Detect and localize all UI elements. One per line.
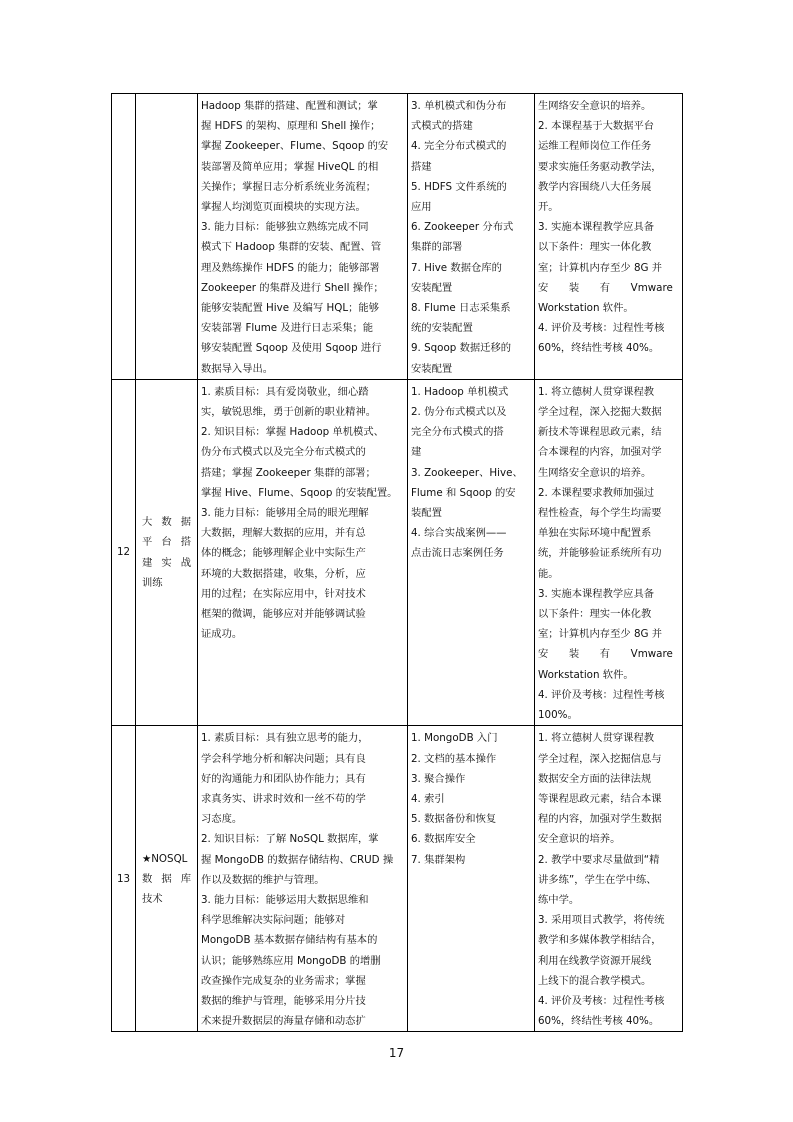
table-row (112, 94, 683, 380)
text-line: 搭建；掌握 Zookeeper 集群的部署； (201, 466, 376, 479)
requirements-cell (535, 726, 683, 1032)
text-line: 以下条件：理实一体化教 (538, 608, 652, 621)
text-line: 9. Sqoop 数据迁移的 (411, 342, 512, 355)
course-name-line: 训练 (142, 576, 163, 589)
text-line: MongoDB 基本数据存储结构有基本的 (201, 934, 378, 947)
course-name-line: 建 实 战 (142, 556, 191, 569)
course-name-cell (136, 726, 198, 1032)
text-line: 3. 能力目标：能够运用大数据思维和 (201, 893, 369, 906)
text-line: 开。 (538, 201, 559, 214)
text-line: 应用 (411, 201, 432, 214)
text-line: 室；计算机内存至少 8G 并 (538, 628, 663, 641)
text-line: 建 (411, 446, 422, 459)
text-line: 2. 本课程要求教师加强过 (538, 486, 655, 499)
text-line: 上线下的混合教学模式。 (538, 974, 652, 987)
text-line: 式模式的搭建 (411, 120, 473, 133)
text-line: 室；计算机内存至少 8G 并 (538, 261, 663, 274)
course-name-line: ★NOSQL (142, 852, 188, 865)
text-line: 4. 索引 (411, 792, 445, 805)
text-line: Workstation 软件。 (538, 302, 634, 315)
table-row (112, 726, 683, 1032)
course-name-line: 技术 (142, 892, 163, 905)
text-line: 2. 本课程基于大数据平台 (538, 120, 655, 133)
text-line: 数据安全方面的法律法规 (538, 772, 652, 785)
text-line: 程性检查，每个学生均需要 (538, 507, 662, 520)
text-line: 7. Hive 数据仓库的 (411, 261, 502, 274)
text-line: 新技术等课程思政元素，结 (538, 426, 662, 439)
text-line: 大数据，理解大数据的应用，并有总 (201, 527, 366, 540)
text-line: 5. 数据备份和恢复 (411, 813, 497, 826)
text-line: 2. 知识目标：掌握 Hadoop 单机模式、 (201, 426, 384, 439)
text-line: 体的概念；能够理解企业中实际生产 (201, 547, 366, 560)
text-line: Hadoop 集群的搭建、配置和测试；掌 (201, 100, 378, 112)
text-line: 程的内容，加强对学生数据 (538, 813, 662, 826)
text-line: Flume 和 Sqoop 的安 (411, 486, 516, 499)
text-line: 6. Zookeeper 分布式 (411, 221, 514, 234)
text-line: 要求实施任务驱动教学法， (538, 160, 662, 173)
text-line: 3. 能力目标：能够独立熟练完成不同 (201, 221, 369, 234)
text-line: 练中学。 (538, 893, 580, 906)
course-table (111, 93, 683, 1032)
row-number-cell (112, 94, 136, 380)
course-name-line: 平 台 搭 (142, 536, 191, 549)
text-line: 模式下 Hadoop 集群的安装、配置、管 (201, 241, 382, 254)
text-line: 1. Hadoop 单机模式 (411, 385, 509, 398)
text-line: 利用在线教学资源开展线 (538, 954, 652, 967)
table-row (112, 379, 683, 725)
goals-cell (198, 726, 408, 1032)
text-line: 100%。 (538, 709, 578, 722)
goals-cell (198, 94, 408, 380)
text-line: 3. 聚合操作 (411, 772, 466, 785)
text-line: 4. 综合实战案例—— (411, 527, 507, 540)
text-line: 合本课程的内容，加强对学 (538, 446, 662, 459)
text-line: 术来提升数据层的海量存储和动态扩 (201, 1015, 366, 1028)
text-line: 安 装 有 Vmware (538, 281, 673, 294)
text-line: 4. 评价及考核：过程性考核 (538, 322, 665, 335)
text-line: 1. 将立德树人贯穿课程教 (538, 385, 655, 398)
text-line: 学全过程，深入挖掘大数据 (538, 406, 662, 419)
requirements-cell (535, 379, 683, 725)
text-line: 3. 单机模式和伪分布 (411, 100, 507, 112)
text-line: 数据导入导出。 (201, 362, 274, 375)
text-line: 2. 教学中要求尽量做到“精 (538, 853, 660, 866)
text-line: 2. 知识目标：了解 NoSQL 数据库，掌 (201, 833, 379, 846)
text-line: 理及熟练操作 HDFS 的能力；能够部署 (201, 261, 380, 274)
text-line: 装部署及简单应用；掌握 HiveQL 的相 (201, 160, 379, 173)
text-line: 教学和多媒体教学相结合， (538, 934, 662, 947)
text-line: 8. Flume 日志采集系 (411, 302, 511, 315)
text-line: 搭建 (411, 160, 432, 173)
goals-cell (198, 379, 408, 725)
text-line: 1. 素质目标：具有爱岗敬业，细心踏 (201, 385, 369, 398)
text-line: 完全分布式模式的搭 (411, 426, 504, 439)
text-line: 安装配置 (411, 281, 453, 294)
text-line: 改查操作完成复杂的业务需求；掌握 (201, 974, 366, 987)
text-line: 2. 伪分布式模式以及 (411, 406, 507, 419)
text-line: 1. 将立德树人贯穿课程教 (538, 732, 655, 745)
text-line: 6. 数据库安全 (411, 833, 476, 846)
course-name-cell (136, 379, 198, 725)
text-line: 3. 实施本课程教学应具备 (538, 221, 655, 234)
text-line: 60%，终结性考核 40%。 (538, 342, 660, 355)
text-line: 安装配置 (411, 362, 453, 375)
text-line: 4. 完全分布式模式的 (411, 140, 507, 153)
text-line: 掌握 Zookeeper、Flume、Sqoop 的安 (201, 140, 389, 153)
text-line: 能够安装配置 Hive 及编写 HQL；能够 (201, 302, 379, 315)
text-line: 科学思维解决实际问题；能够对 (201, 914, 346, 927)
text-line: 好的沟通能力和团队协作能力；具有 (201, 772, 366, 785)
text-line: 实，敏锐思维，勇于创新的职业精神。 (201, 406, 377, 419)
text-line: 安全意识的培养。 (538, 833, 621, 846)
text-line: 关操作；掌握日志分析系统业务流程； (201, 180, 377, 193)
text-line: 3. 实施本课程教学应具备 (538, 587, 655, 600)
text-line: 点击流日志案例任务 (411, 547, 504, 560)
text-line: 能。 (538, 567, 559, 580)
text-line: 以下条件：理实一体化教 (538, 241, 652, 254)
text-line: 习态度。 (201, 813, 243, 826)
text-line: 环境的大数据搭建，收集，分析，应 (201, 567, 366, 580)
text-line: 生网络安全意识的培养。 (538, 466, 652, 479)
text-line: 装配置 (411, 507, 442, 520)
text-line: 握 HDFS 的架构、原理和 Shell 操作； (201, 120, 381, 133)
text-line: 握 MongoDB 的数据存储结构、CRUD 操 (201, 853, 394, 866)
text-line: Zookeeper 的集群及进行 Shell 操作； (201, 281, 384, 294)
text-line: 1. MongoDB 入门 (411, 732, 498, 745)
text-line: 5. HDFS 文件系统的 (411, 180, 507, 193)
text-line: 3. 采用项目式教学，将传统 (538, 914, 665, 927)
page-number: 17 (388, 1046, 405, 1060)
text-line: 掌握 Hive、Flume、Sqoop 的安装配置。 (201, 486, 398, 499)
course-name-line: 大 数 据 (142, 516, 191, 529)
text-line: 统，并能够验证系统所有功 (538, 547, 662, 560)
text-line: 生网络安全意识的培养。 (538, 100, 652, 112)
text-line: 框架的微调，能够应对并能够调试验 (201, 608, 366, 621)
text-line: 学会科学地分析和解决问题；具有良 (201, 752, 366, 765)
text-line: 集群的部署 (411, 241, 463, 254)
text-line: 2. 文档的基本操作 (411, 752, 497, 765)
requirements-cell (535, 94, 683, 380)
text-line: 伪分布式模式以及完全分布式模式的 (201, 446, 366, 459)
course-name-line: 数 据 库 (142, 872, 191, 885)
course-name-cell (136, 94, 198, 380)
text-line: 统的安装配置 (411, 322, 473, 335)
text-line: 数据的维护与管理，能够采用分片技 (201, 994, 366, 1007)
text-line: 7. 集群架构 (411, 853, 466, 866)
text-line: 4. 评价及考核：过程性考核 (538, 994, 665, 1007)
text-line: 认识；能够熟练应用 MongoDB 的增删 (201, 954, 381, 967)
text-line: 讲多练”，学生在学中练、 (538, 873, 657, 886)
text-line: 掌握人均浏览页面模块的实现方法。 (201, 201, 366, 214)
text-line: 4. 评价及考核：过程性考核 (538, 688, 665, 701)
text-line: 3. Zookeeper、Hive、 (411, 466, 523, 479)
text-line: 教学内容围绕八大任务展 (538, 180, 652, 193)
text-line: 等课程思政元素，结合本课 (538, 792, 662, 805)
text-line: 运维工程师岗位工作任务 (538, 140, 652, 153)
text-line: 安 装 有 Vmware (538, 648, 673, 661)
text-line: 学全过程，深入挖掘信息与 (538, 752, 662, 765)
text-line: 单独在实际环境中配置系 (538, 527, 652, 540)
text-line: 够安装配置 Sqoop 及使用 Sqoop 进行 (201, 342, 382, 355)
content-cell (408, 379, 535, 725)
text-line: 3. 能力目标：能够用全局的眼光理解 (201, 507, 369, 520)
row-number-cell: 13 (112, 726, 136, 1032)
text-line: 1. 素质目标：具有独立思考的能力， (201, 732, 369, 745)
content-cell (408, 94, 535, 380)
text-line: Workstation 软件。 (538, 668, 634, 681)
text-line: 安装部署 Flume 及进行日志采集；能 (201, 322, 374, 335)
text-line: 求真务实、讲求时效和一丝不苟的学 (201, 792, 366, 805)
text-line: 用的过程；在实际应用中，针对技术 (201, 587, 366, 600)
text-line: 证成功。 (201, 628, 243, 641)
row-number-cell: 12 (112, 379, 136, 725)
content-cell (408, 726, 535, 1032)
text-line: 60%，终结性考核 40%。 (538, 1015, 660, 1028)
text-line: 作以及数据的维护与管理。 (201, 873, 325, 886)
